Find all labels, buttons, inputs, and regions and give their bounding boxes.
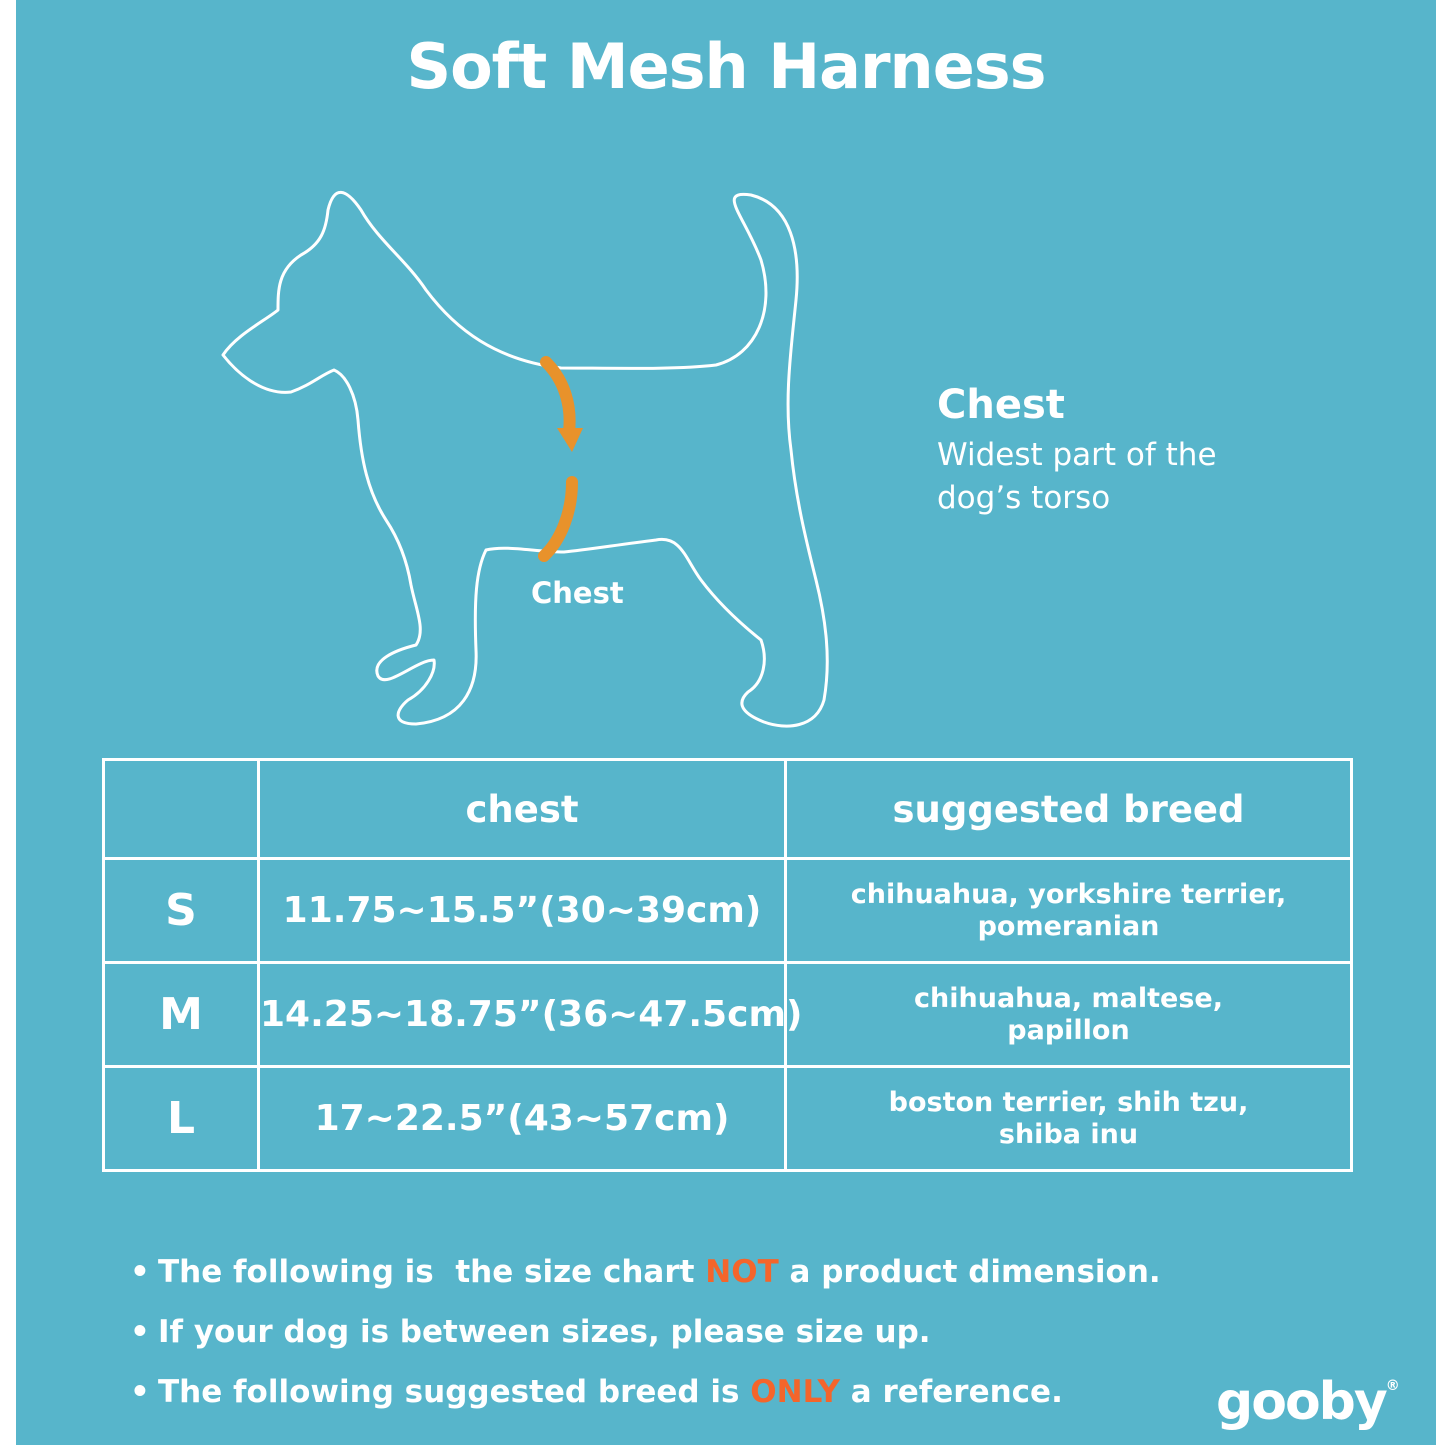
chest-arrow-bottom (544, 482, 572, 556)
brand-logo (1216, 1372, 1398, 1432)
breed-line: pomeranian (977, 910, 1160, 942)
breed-line: chihuahua, yorkshire terrier, (850, 878, 1287, 910)
chest-arrow-head (557, 428, 583, 452)
bullet-icon: • (130, 1254, 150, 1290)
table-row (104, 859, 1352, 963)
page-title: Soft Mesh Harness (406, 30, 1046, 103)
header-size (104, 760, 259, 859)
header-chest: chest (259, 760, 786, 859)
notes-list (130, 1252, 1161, 1432)
note-highlight: ONLY (750, 1374, 840, 1410)
breed-cell (786, 963, 1352, 1067)
breed-cell (786, 1067, 1352, 1171)
table-row (104, 963, 1352, 1067)
size-cell: M (104, 963, 259, 1067)
dog-outline-illustration (16, 0, 1436, 760)
measurement-note (937, 382, 1257, 520)
note-text: The following is the size chart (158, 1254, 706, 1290)
bullet-icon: • (130, 1374, 150, 1410)
dog-outline (223, 192, 827, 726)
breed-line: shiba inu (998, 1118, 1139, 1150)
note-text: a product dimension. (778, 1254, 1161, 1290)
bullet-icon: • (130, 1314, 150, 1350)
figure-chest-label: Chest (531, 576, 624, 610)
table-row (104, 1067, 1352, 1171)
note-text: a reference. (839, 1374, 1063, 1410)
chest-cell: 11.75~15.5”(30~39cm) (259, 859, 786, 963)
note-text: If your dog is between sizes, please size up. (158, 1314, 931, 1350)
breed-line: papillon (1007, 1014, 1130, 1046)
note-item (130, 1252, 1161, 1312)
note-item (130, 1312, 1161, 1372)
note-item (130, 1372, 1161, 1432)
registered-mark: ® (1385, 1378, 1398, 1394)
size-chart-panel (16, 0, 1436, 1445)
size-table (102, 758, 1353, 1172)
size-cell: L (104, 1067, 259, 1171)
measurement-heading: Chest (937, 382, 1065, 428)
note-highlight: NOT (705, 1254, 779, 1290)
measurement-description: Widest part of the dog’s torso (937, 437, 1217, 516)
header-breed: suggested breed (786, 760, 1352, 859)
chest-cell: 14.25~18.75”(36~47.5cm) (259, 963, 786, 1067)
chest-cell: 17~22.5”(43~57cm) (259, 1067, 786, 1171)
breed-cell (786, 859, 1352, 963)
chest-arrow-top (546, 362, 570, 432)
breed-line: boston terrier, shih tzu, (888, 1086, 1249, 1118)
brand-name: gooby (1216, 1372, 1386, 1432)
table-header-row (104, 760, 1352, 859)
breed-line: chihuahua, maltese, (914, 982, 1223, 1014)
note-text: The following suggested breed is (158, 1374, 751, 1410)
size-cell: S (104, 859, 259, 963)
